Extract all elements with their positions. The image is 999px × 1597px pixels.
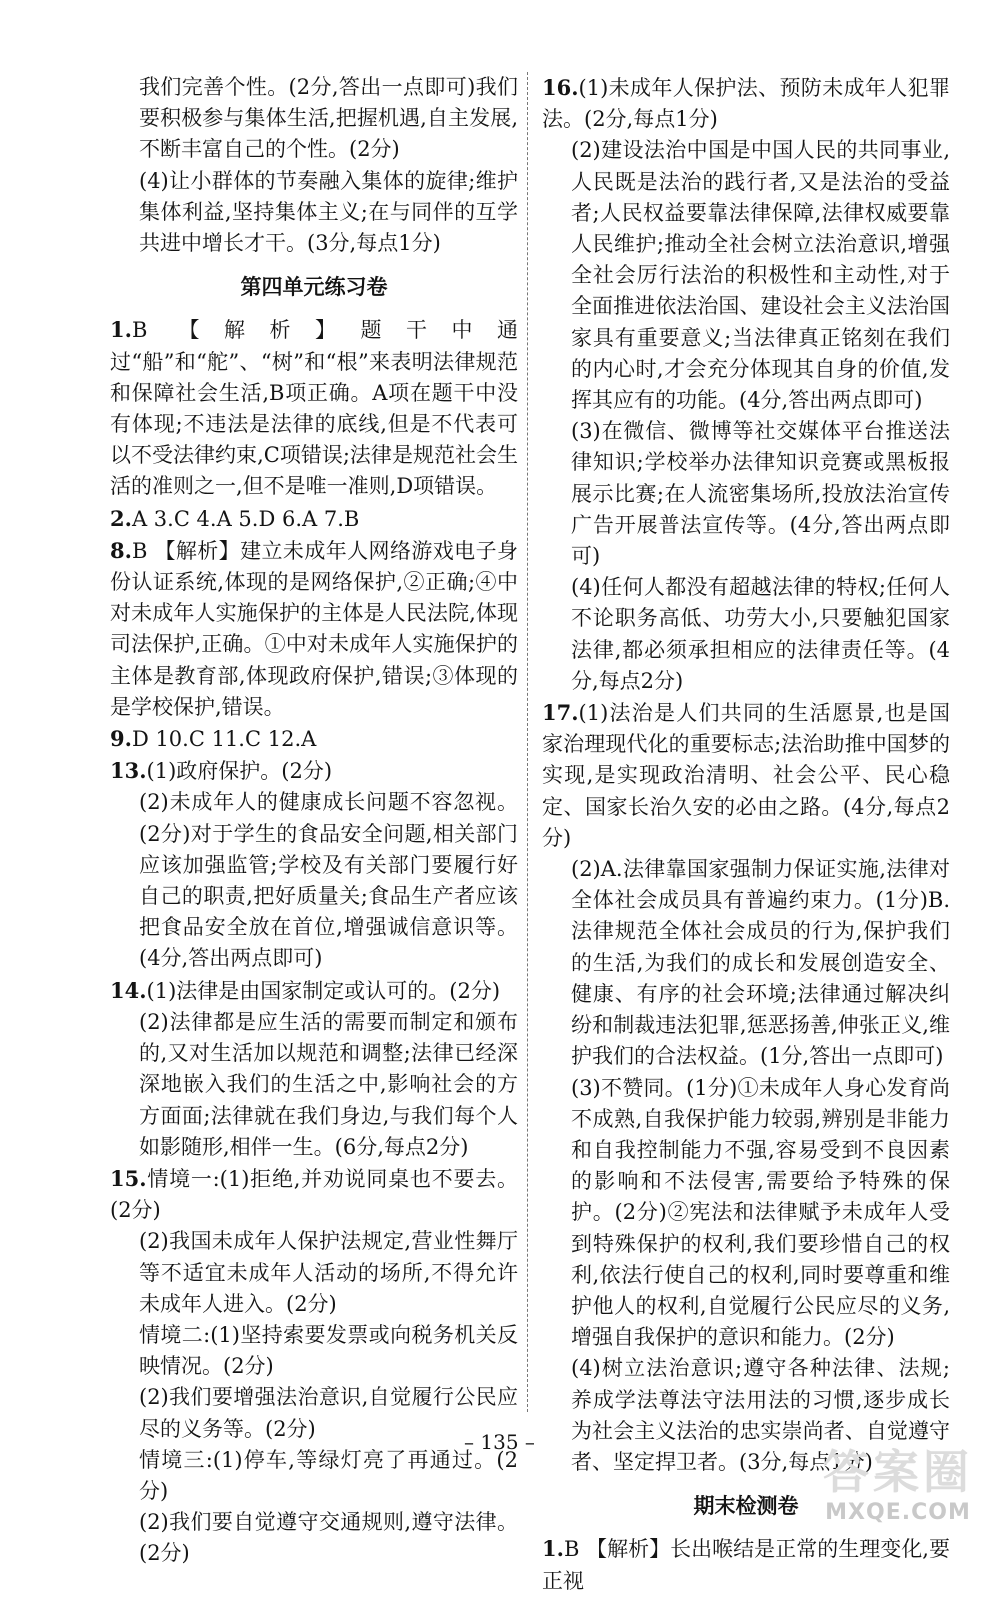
answer-item — [110, 1163, 518, 1226]
answer-paragraph: 情境二:(1)坚持索要发票或向税务机关反映情况。(2分) — [139, 1322, 518, 1379]
answer-item — [542, 697, 950, 854]
answer-item — [542, 72, 950, 135]
item-text: D 10.C 11.C 12.A — [131, 727, 317, 752]
answer-paragraph: (4)让小群体的节奏融入集体的旋律;维护集体利益,坚持集体主义;在与同伴的互学共进中增长才干。(3分,每点1分) — [139, 168, 518, 256]
answer-paragraph: (4)任何人都没有超越法律的特权;任何人不论职务高低、功劳大小,只要触犯国家法律,都必须承担相应的法律责任等。(4分,每点2分) — [571, 575, 950, 693]
page-number: – 135 – — [464, 1430, 535, 1454]
answer-paragraph: (3)不赞同。(1分)①未成年人身心发育尚不成熟,自我保护能力较弱,辨别是非能力和自我控制能力不强,容易受到不良因素的影响和不法侵害,需要给予特殊的保护。(2分)②宪法和法律赋予未成年人受到特殊保护的权利,我们要珍惜自己的权利,依法行使自己的权利,同时要尊重和维护他人的权利,自觉履行公民应尽的义务,增强自我保护的意识和能力。(2分) — [571, 1075, 950, 1350]
answer-paragraph: (3)在微信、微博等社交媒体平台推送法律知识;学校举办法律知识竞赛或黑板报展示比赛;在人流密集场所,投放法治宣传广告开展普法宣传等。(4分,答出两点即可) — [571, 419, 950, 569]
item-number: 1. — [110, 317, 132, 343]
answer-paragraph: (2)我们要增强法治意识,自觉履行公民应尽的义务等。(2分) — [139, 1385, 518, 1441]
answer-paragraph: (2)A.法律靠国家强制力保证实施,法律对全体社会成员具有普遍约束力。(1分)B.法律规范全体社会成员的行为,保护我们的生活,为我们的成长和发展创造安全、健康、有序的社会环境;法律通过解决纠纷和制裁违法犯罪,惩恶扬善,伸张正义,维护我们的合法权益。(1分,答出一点即可) — [571, 857, 950, 1069]
answer-paragraph: (4)树立法治意识;遵守各种法律、法规;养成学法尊法守法用法的习惯,逐步成长为社会主义法治的忠实崇尚者、自觉遵守者、坚定捍卫者。(3分,每点1分) — [571, 1356, 950, 1474]
answer-paragraph: 情境三:(1)停车,等绿灯亮了再通过。(2分) — [139, 1447, 518, 1503]
item-number: 16. — [542, 75, 579, 100]
watermark-title: 答案圈 — [823, 1445, 973, 1499]
item-text: B 【解析】建立未成年人网络游戏电子身份认证系统,体现的是网络保护,②正确;④中对未成年人实施保护的主体是人民法院,体现司法保护,正确。①中对未成年人实施保护的主体是教育部,体现政府保护,错误;③体现的是学校保护,错误。 — [110, 538, 518, 719]
answer-item — [110, 314, 518, 502]
answer-paragraph: 我们完善个性。(2分,答出一点即可)我们要积极参与集体生活,把握机遇,自主发展,不断丰富自己的个性。(2分) — [139, 75, 518, 162]
watermark-url: MXQE.COM — [825, 1500, 971, 1525]
item-text: (1)法律是由国家制定或认可的。(2分) — [146, 978, 501, 1003]
column-divider — [527, 72, 528, 1412]
item-number: 9. — [110, 726, 132, 752]
answer-item — [110, 723, 518, 755]
item-text: (1)政府保护。(2分) — [146, 759, 333, 784]
answer-paragraph: (2)未成年人的健康成长问题不容忽视。(2分)对于学生的食品安全问题,相关部门应该加强监管;学校及有关部门要履行好自己的职责,把好质量关;食品生产者应该把食品安全放在首位,增强诚信意识等。(4分,答出两点即可) — [139, 790, 518, 971]
answer-item — [110, 503, 518, 535]
item-text: (1)法治是人们共同的生活愿景,也是国家治理现代化的重要标志;法治助推中国梦的实现,是实现政治清明、社会公平、民心稳定、国家长治久安的必由之路。(4分,每点2分) — [542, 701, 950, 850]
answer-paragraph: (2)法律都是应生活的需要而制定和颁布的,又对生活加以规范和调整;法律已经深深地嵌入我们的生活之中,影响社会的方方面面;法律就在我们身边,与我们每个人如影随形,相伴一生。(6分,每点2分) — [139, 1009, 518, 1159]
answer-paragraph: (2)我们要自觉遵守交通规则,遵守法律。(2分) — [139, 1510, 518, 1566]
item-number: 14. — [110, 977, 147, 1003]
section-heading: 期末检测卷 — [693, 1493, 799, 1519]
item-number: 15. — [110, 1165, 147, 1191]
item-number: 1. — [542, 1536, 564, 1562]
item-number: 13. — [110, 758, 147, 784]
answer-item — [542, 1533, 950, 1596]
watermark-logo — [808, 1446, 988, 1530]
item-number: 17. — [542, 700, 579, 726]
answer-item — [110, 755, 518, 787]
item-text: (1)未成年人保护法、预防未成年人犯罪法。(2分,每点1分) — [542, 76, 950, 132]
right-column — [542, 72, 950, 1597]
item-text: A 3.C 4.A 5.D 6.A 7.B — [131, 506, 360, 531]
item-number: 2. — [110, 505, 132, 531]
item-text: B 【解析】题干中通过“船”和“舵”、“树”和“根”来表明法律规范和保障社会生活,B项正确。A项在题干中没有体现;不违法是法律的底线,但是不代表可以不受法律约束,C项错误;法律是规范社会生活的准则之一,但不是唯一准则,D项错误。 — [110, 318, 518, 499]
item-text: 情境一:(1)拒绝,并劝说同桌也不要去。(2分) — [110, 1166, 518, 1223]
answer-paragraph: (2)我国未成年人保护法规定,营业性舞厅等不适宜未成年人活动的场所,不得允许未成年人进入。(2分) — [139, 1229, 518, 1316]
answer-item — [110, 975, 518, 1007]
answer-item — [110, 535, 518, 723]
left-column — [110, 72, 518, 1570]
item-number: 8. — [110, 537, 132, 563]
answer-paragraph: (2)建设法治中国是中国人民的共同事业,人民既是法治的践行者,又是法治的受益者;人民权益要靠法律保障,法律权威要靠人民维护;推动全社会树立法治意识,增强全社会厉行法治的积极性和主动性,对于全面推进依法治国、建设社会主义法治国家具有重要意义;当法律真正铭刻在我们的内心时,才会充分体现其自身的价值,发挥其应有的功能。(4分,答出两点即可) — [571, 138, 950, 413]
section-heading: 第四单元练习卷 — [240, 274, 388, 300]
item-text: B 【解析】长出喉结是正常的生理变化,要正视 — [542, 1537, 950, 1593]
